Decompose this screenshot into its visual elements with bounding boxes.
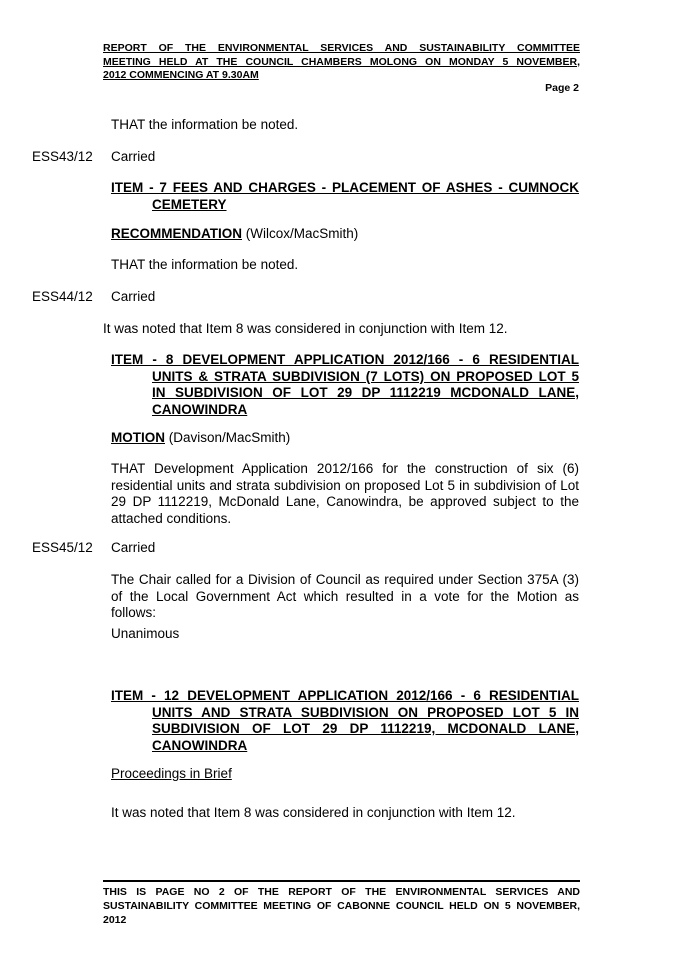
motion-line [111,430,579,447]
item-8-heading [111,352,579,418]
proceedings-heading-wrap [111,766,579,783]
item-8-heading-line-4: CANOWINDRA [152,401,248,417]
motion-text: THAT Development Application 2012/166 for the construction of six (6) residential units and strata subdivision on proposed Lot 5 in subdivision of Lot 29 DP 1112219, McDonald Lane, Canowindra, be approved subject to the attached conditions. [111,461,579,526]
resolution-number-43: ESS43/12 [32,149,93,164]
page-number: Page 2 [545,82,579,94]
proceedings-heading: Proceedings in Brief [111,766,232,781]
conjunction-note-2: It was noted that Item 8 was considered in conjunction with Item 12. [111,805,516,820]
report-header [103,42,580,83]
division-result: Unanimous [111,626,180,641]
header-line-1: REPORT OF THE ENVIRONMENTAL SERVICES AND SUSTAINABILITY COMMITTEE [103,42,580,54]
motion-label: MOTION [111,430,165,445]
item-8-heading-line-3: IN SUBDIVISION OF LOT 29 DP 1112219 MCDONALD LANE, [152,385,579,400]
carried-status-45: Carried [111,540,156,555]
carried-status-44: Carried [111,289,156,304]
motion-movers: (Davison/MacSmith) [165,430,291,445]
page-footer: THIS IS PAGE NO 2 OF THE REPORT OF THE ENVIRONMENTAL SERVICES AND SUSTAINABILITY COMMITTEE MEETING OF CABONNE COUNCIL HELD ON 5 NOVEMBER, 2012 [103,886,580,926]
item-7-heading-line-2: CEMETERY [152,196,227,212]
item-12-heading-line-3: SUBDIVISION OF LOT 29 DP 1112219, MCDONALD LANE, [152,721,579,736]
item-7-heading [111,180,579,213]
item-12-heading [111,688,579,754]
resolution-number-44: ESS44/12 [32,289,93,304]
header-line-3: 2012 COMMENCING AT 9.30AM [103,69,259,81]
recommendation-line [111,226,579,243]
item-12-heading-line-4: CANOWINDRA [152,737,248,753]
carried-status-43: Carried [111,149,156,164]
item-12-heading-line-1: ITEM - 12 DEVELOPMENT APPLICATION 2012/166 - 6 RESIDENTIAL [111,688,579,703]
item-12-heading-line-2: UNITS AND STRATA SUBDIVISION ON PROPOSED LOT 5 IN [152,704,579,720]
conjunction-note-1: It was noted that Item 8 was considered in conjunction with Item 12. [103,321,508,336]
header-line-2: MEETING HELD AT THE COUNCIL CHAMBERS MOLONG ON MONDAY 5 NOVEMBER, [103,55,580,68]
resolution-text-2: THAT the information be noted. [111,257,299,272]
item-7-heading-line-1: ITEM - 7 FEES AND CHARGES - PLACEMENT OF ASHES - CUMNOCK [111,180,579,195]
footer-rule [103,880,580,882]
division-text: The Chair called for a Division of Council as required under Section 375A (3) of the Local Government Act which resulted in a vote for the Motion as follows: [111,572,579,620]
resolution-number-45: ESS45/12 [32,540,93,555]
resolution-text-1: THAT the information be noted. [111,117,299,132]
item-8-heading-line-1: ITEM - 8 DEVELOPMENT APPLICATION 2012/166 - 6 RESIDENTIAL [111,352,579,367]
recommendation-movers: (Wilcox/MacSmith) [242,226,359,241]
item-8-heading-line-2: UNITS & STRATA SUBDIVISION (7 LOTS) ON PROPOSED LOT 5 [152,368,579,384]
recommendation-label: RECOMMENDATION [111,226,242,241]
